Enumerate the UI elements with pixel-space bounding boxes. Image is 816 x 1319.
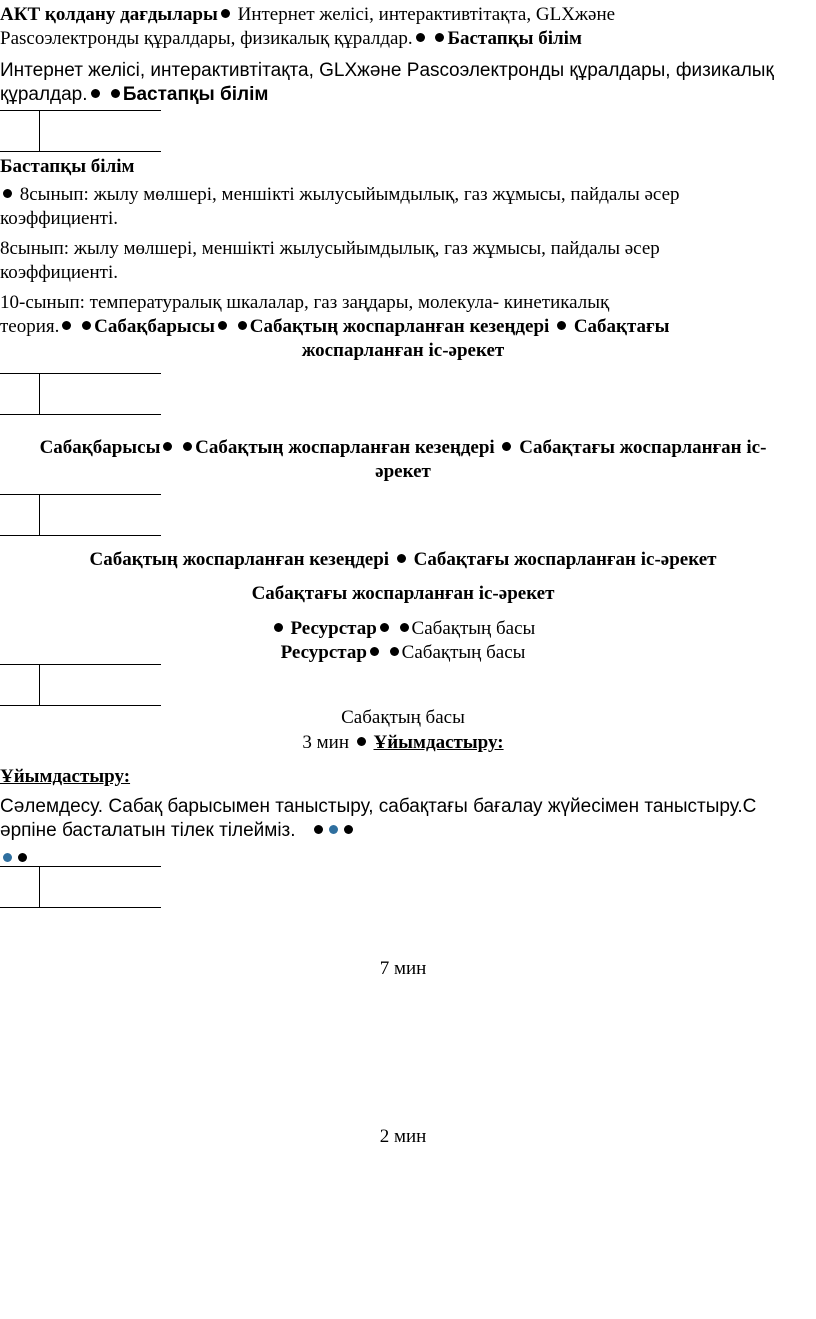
cell-divider bbox=[39, 111, 40, 151]
grade8-bullet bbox=[0, 183, 806, 231]
bullet-icon bbox=[163, 442, 172, 451]
table-cell-row bbox=[0, 664, 161, 706]
intro-line bbox=[0, 3, 806, 51]
grade8-text-1: 8сынып: жылу мөлшері, меншікті жылусыйымдылық, газ жұмысы, пайдалы әсер bbox=[19, 184, 680, 205]
greeting-paragraph bbox=[0, 795, 806, 843]
akt-skills-label: АКТ қолдану дағдылары bbox=[0, 4, 218, 25]
bullet-icon bbox=[82, 321, 91, 330]
cell-divider bbox=[39, 374, 40, 414]
grade8-text-1: 8сынып: жылу мөлшері, меншікті жылусыйымдылық, газ жұмысы, пайдалы әсер bbox=[0, 238, 660, 259]
resources-text-1: Интернет желісі, интерактивтітақта, GLXжәне Pascoэлектронды құралдары, физикалық bbox=[0, 60, 774, 81]
resources-text-2: құралдар. bbox=[0, 84, 88, 105]
cell-divider bbox=[39, 495, 40, 535]
grade10-text-2: теория. bbox=[0, 316, 60, 337]
time-3min-line bbox=[0, 731, 806, 755]
bullet-icon bbox=[183, 442, 192, 451]
time-7min: 7 мин bbox=[379, 958, 427, 979]
planned-activity-label: Сабақтағы bbox=[573, 316, 670, 337]
intro-text-2: Pascoэлектронды құралдары, физикалық құралдар. bbox=[0, 28, 413, 49]
bullet-icon bbox=[111, 89, 120, 98]
bullet-icon bbox=[390, 647, 399, 656]
planned-activity-label: Сабақтағы жоспарланған іс- bbox=[519, 437, 767, 458]
lesson-flow-heading bbox=[0, 436, 806, 484]
table-cell-row bbox=[0, 110, 161, 152]
bullet-icon bbox=[370, 647, 379, 656]
grade8-text-2: коэффициенті. bbox=[0, 208, 118, 229]
bullet-icon bbox=[62, 321, 71, 330]
bullet-icon bbox=[238, 321, 247, 330]
bullet-icon bbox=[380, 623, 389, 632]
resources-paragraph bbox=[0, 59, 806, 107]
time-3min: 3 мин bbox=[302, 732, 350, 753]
bullet-icon bbox=[221, 9, 230, 18]
lesson-flow-label: Сабақбарысы bbox=[39, 437, 161, 458]
cell-divider bbox=[39, 867, 40, 907]
bullet-icon bbox=[314, 825, 323, 834]
planned-stages-label: Сабақтың жоспарланған кезеңдері bbox=[249, 316, 550, 337]
bullet-icon bbox=[91, 89, 100, 98]
bullet-icon bbox=[502, 442, 511, 451]
bullet-icon bbox=[3, 189, 12, 198]
lesson-start-label: Сабақтың басы bbox=[411, 618, 536, 639]
grade10-text-1: 10-сынып: температуралық шкалалар, газ заңдары, молекула- кинетикалық bbox=[0, 292, 610, 313]
initial-knowledge-heading: Бастапқы білім bbox=[0, 156, 135, 177]
planned-stages-heading bbox=[0, 548, 806, 572]
greeting-text-2: әрпіне басталатын тілек тілейміз. bbox=[0, 820, 296, 841]
bullet-icon-blue bbox=[3, 853, 12, 862]
bullet-icon bbox=[18, 853, 27, 862]
table-cell-row bbox=[0, 494, 161, 536]
lesson-start-label: Сабақтың басы bbox=[401, 642, 526, 663]
lesson-flow-label: Сабақбарысы bbox=[94, 316, 215, 337]
grade10-paragraph bbox=[0, 291, 806, 363]
resources-line bbox=[0, 617, 806, 641]
table-cell-row bbox=[0, 373, 161, 415]
planned-activity-heading: Сабақтағы жоспарланған іс-әрекет bbox=[251, 583, 555, 604]
planned-activity-cont: әрекет bbox=[375, 461, 431, 482]
planned-stages-label: Сабақтың жоспарланған кезеңдері bbox=[89, 549, 390, 570]
bullet-icon-blue bbox=[329, 825, 338, 834]
greeting-text-1: Сәлемдесу. Сабақ барысымен таныстыру, сабақтағы бағалау жүйесімен таныстыру.С bbox=[0, 796, 757, 817]
bullet-icon bbox=[218, 321, 227, 330]
lesson-start-heading: Сабақтың басы bbox=[341, 707, 465, 728]
time-2min: 2 мин bbox=[379, 1126, 427, 1147]
grade8-text-2: коэффициенті. bbox=[0, 262, 118, 283]
bullet-icon bbox=[357, 737, 366, 746]
bullet-icon bbox=[274, 623, 283, 632]
initial-knowledge-label: Бастапқы білім bbox=[122, 84, 269, 105]
bullet-icon bbox=[397, 554, 406, 563]
bullet-icon bbox=[416, 33, 425, 42]
planned-activity-cont: жоспарланған іс-әрекет bbox=[301, 340, 505, 361]
planned-stages-label: Сабақтың жоспарланған кезеңдері bbox=[195, 437, 495, 458]
table-cell-row bbox=[0, 866, 161, 908]
resources-line bbox=[0, 641, 806, 665]
resources-label: Ресурстар bbox=[280, 642, 367, 663]
bullet-icon bbox=[557, 321, 566, 330]
planned-activity-label: Сабақтағы жоспарланған іс-әрекет bbox=[413, 549, 717, 570]
grade8-paragraph bbox=[0, 237, 806, 285]
resources-label: Ресурстар bbox=[290, 618, 377, 639]
intro-text-1: Интернет желісі, интерактивтітақта, GLXжәне bbox=[232, 4, 616, 25]
organization-label: Ұйымдастыру: bbox=[373, 732, 504, 753]
initial-knowledge-label: Бастапқы білім bbox=[447, 28, 582, 49]
bullet-icon bbox=[400, 623, 409, 632]
cell-divider bbox=[39, 665, 40, 705]
bullet-icon bbox=[435, 33, 444, 42]
organization-heading: Ұйымдастыру: bbox=[0, 766, 131, 787]
bullet-icon bbox=[344, 825, 353, 834]
